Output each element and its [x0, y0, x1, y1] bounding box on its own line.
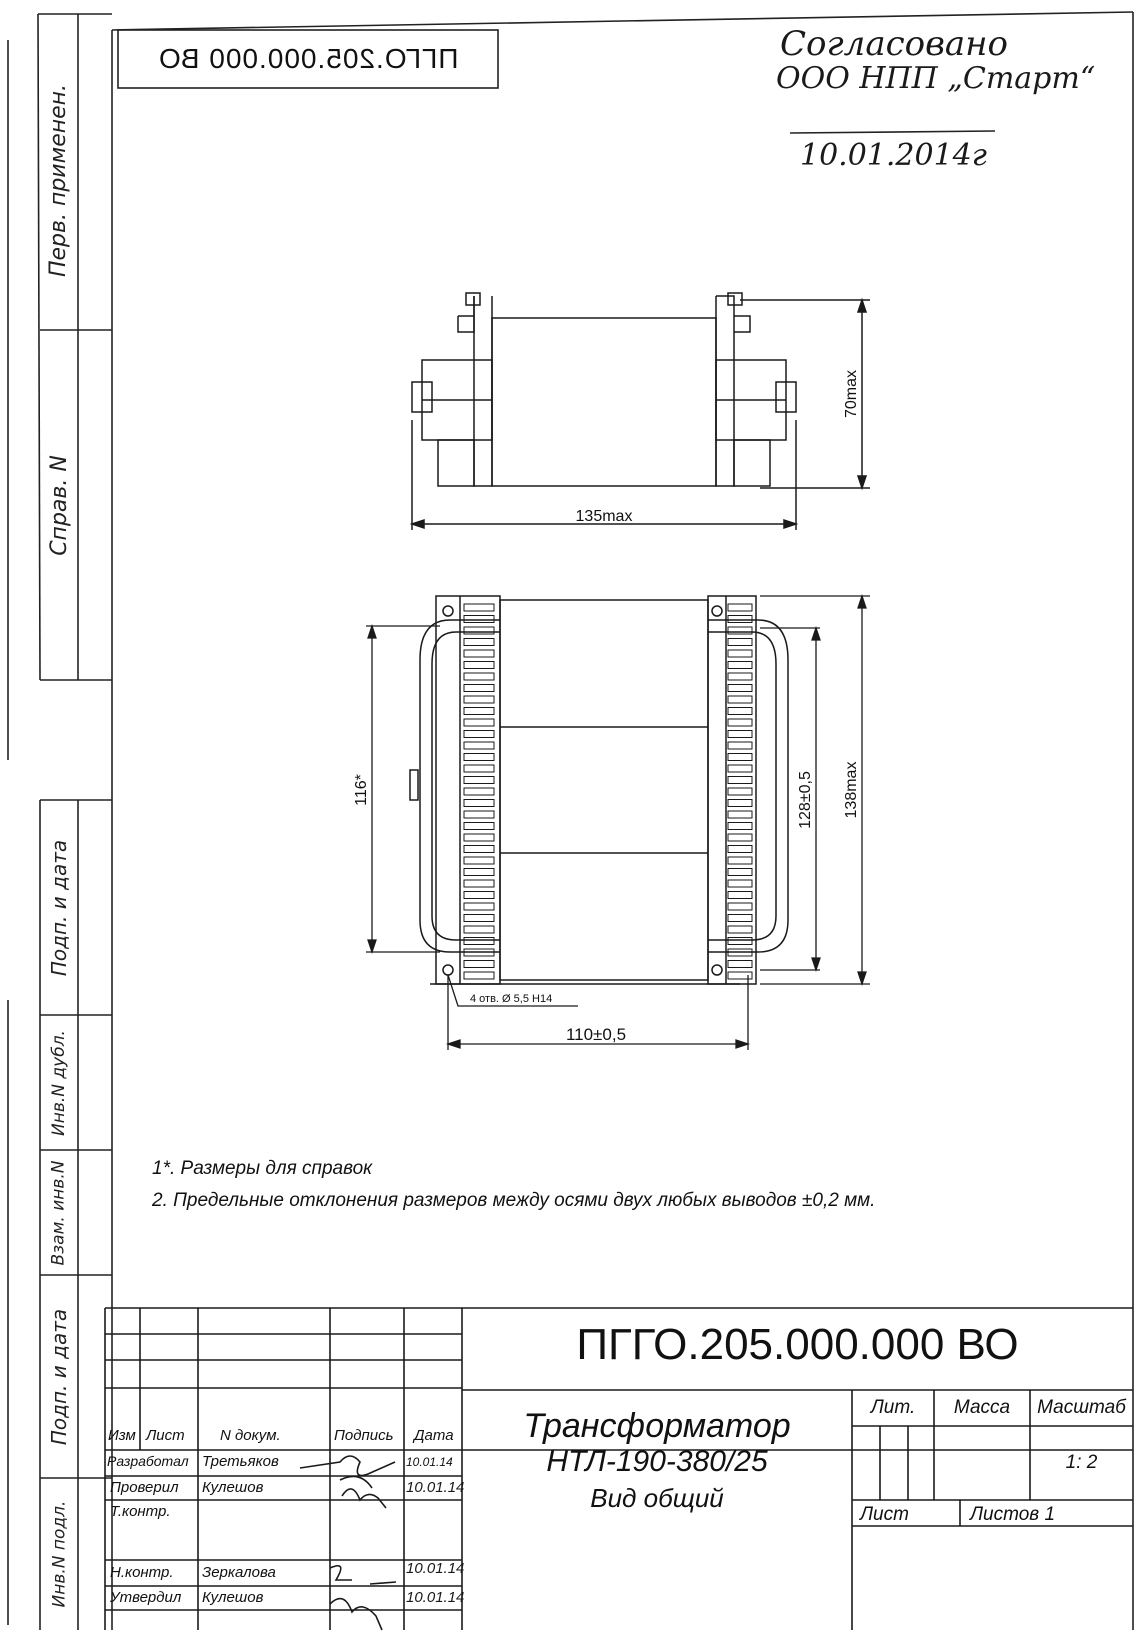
signature-kuleshov — [342, 1489, 386, 1508]
date-4: 10.01.14 — [406, 1560, 465, 1577]
side-label-podp-data-2: Подп. и дата — [47, 1308, 71, 1446]
dim-138max: 138max — [843, 761, 860, 819]
note-2: 2. Предельные отклонения размеров между осями двух любых выводов ±0,2 мм. — [152, 1190, 876, 1211]
note-1: 1*. Размеры для справок — [152, 1158, 373, 1179]
dim-116: 116* — [353, 774, 370, 806]
signature-kuleshov-2 — [330, 1599, 382, 1630]
date-5: 10.01.14 — [406, 1589, 465, 1606]
side-label-inv-n-podl: Инв.N подл. — [49, 1500, 70, 1608]
role-4: Н.контр. — [110, 1564, 174, 1581]
name-0: Третьяков — [202, 1453, 279, 1470]
name-5: Кулешов — [202, 1589, 264, 1606]
header-podpis: Подпись — [334, 1427, 394, 1444]
signature-tretyakov — [300, 1456, 395, 1488]
title-line3: Вид общий — [590, 1483, 724, 1513]
approval-line2: ООО НПП „Старт“ — [776, 61, 1096, 96]
date-1: 10.01.14 — [406, 1479, 465, 1496]
role-5: Утвердил — [110, 1589, 182, 1606]
header-list: Лист — [146, 1427, 185, 1444]
title-line2: НТЛ-190-380/25 — [546, 1445, 768, 1478]
side-label-inv-n-dubl: Инв.N дубл. — [49, 1030, 70, 1136]
role-1: Проверил — [110, 1479, 179, 1496]
role-0: Разработал — [107, 1453, 189, 1469]
dim-110: 110±0,5 — [565, 1025, 627, 1044]
date-0: 10.01.14 — [406, 1455, 453, 1469]
sheets-label: Листов 1 — [970, 1504, 1056, 1525]
side-label-sprav-n: Справ. N — [46, 454, 72, 556]
header-izm: Изм — [108, 1427, 136, 1444]
role-2: Т.контр. — [110, 1503, 171, 1520]
sheet-label: Лист — [860, 1504, 909, 1525]
dim-135max: 135max — [575, 508, 633, 525]
scale-value: 1: 2 — [1065, 1452, 1098, 1473]
side-label-perv-primenen: Перв. применен. — [46, 83, 72, 277]
header-n-dokum: N докум. — [220, 1427, 281, 1444]
signature-zerkalova — [330, 1566, 396, 1584]
dim-128: 128±0,5 — [797, 771, 814, 829]
side-label-podp-data-1: Подп. и дата — [47, 839, 71, 976]
scale-label: Масштаб — [1037, 1397, 1126, 1418]
dim-70max: 70max — [843, 369, 860, 419]
dim-holes: 4 отв. Ø 5,5 Н14 — [470, 993, 553, 1005]
name-1: Кулешов — [202, 1479, 264, 1496]
doc-code: ПГГО.205.000.000 ВО — [576, 1320, 1019, 1369]
lit-label: Лит. — [870, 1397, 916, 1418]
approval-date: 10.01.2014г — [800, 138, 987, 173]
approval-line1: Согласовано — [780, 24, 1009, 64]
side-label-vzam-inv-n: Взам. инв.N — [49, 1159, 69, 1266]
mass-label: Масса — [953, 1397, 1011, 1418]
header-data: Дата — [414, 1427, 454, 1444]
name-4: Зеркалова — [202, 1564, 276, 1581]
mirrored-doc-code: ПГГО.205.000.000 ВО — [157, 43, 459, 74]
title-line1: Трансформатор — [523, 1407, 791, 1445]
